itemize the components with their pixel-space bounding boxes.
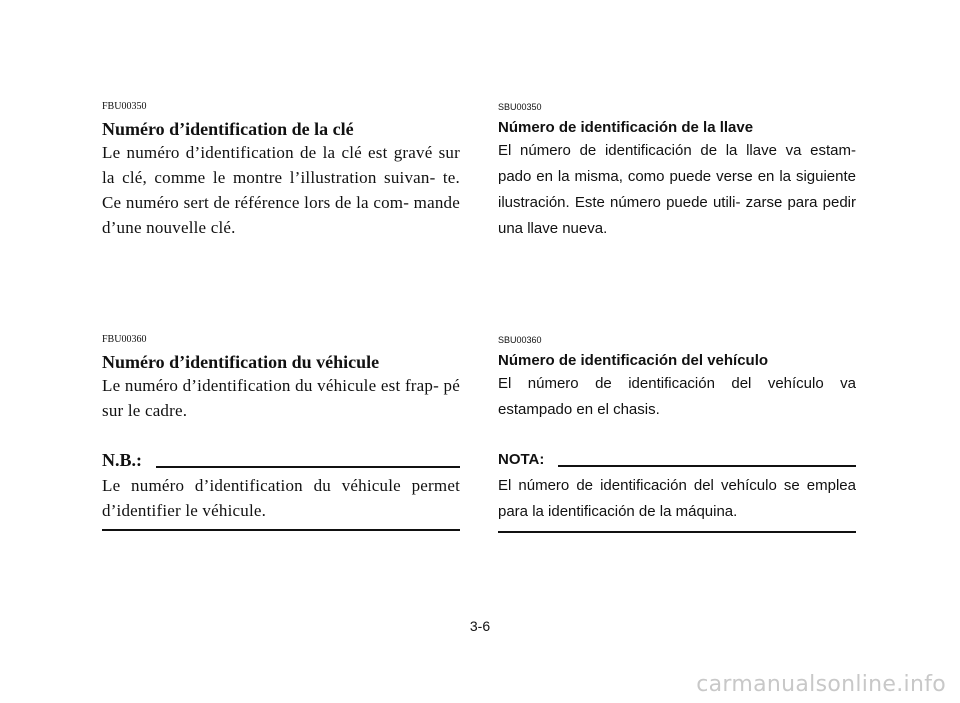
fr-vehicle-heading: Numéro d’identification du véhicule	[102, 352, 380, 372]
fr-note-text: Le numéro d’identification du véhicule permet d’identifier le véhicule.	[102, 476, 460, 520]
fr-key-code: FBU00350	[102, 101, 147, 112]
es-key-code: SBU00350	[498, 102, 542, 112]
es-vehicle-section	[498, 334, 856, 423]
es-note-bottom-rule	[498, 531, 856, 533]
fr-key-heading: Numéro d’identification de la clé	[102, 119, 354, 139]
es-note-label: NOTA:	[498, 451, 545, 468]
page-number: 3-6	[469, 618, 491, 634]
es-note-header	[498, 450, 856, 470]
es-vehicle-code: SBU00360	[498, 335, 542, 345]
es-note-text: El número de identificación del vehículo se emplea para la identificación de la máquina.	[498, 477, 856, 520]
es-key-section	[498, 101, 856, 242]
fr-note-top-rule	[156, 466, 460, 468]
watermark: carmanualsonline.info	[696, 672, 946, 697]
fr-key-text: Le numéro d’identification de la clé est gravé sur la clé, comme le montre l’illustration suivan- te. Ce numéro sert de référence lors de la com- mande d’une nouvelle clé.	[102, 143, 460, 237]
es-vehicle-heading: Número de identificación del vehículo	[498, 352, 769, 369]
es-note-top-rule	[558, 465, 856, 467]
fr-vehicle-code: FBU00360	[102, 334, 147, 345]
fr-note	[102, 449, 460, 531]
fr-vehicle-text: Le numéro d’identification du véhicule est frap- pé sur le cadre.	[102, 376, 460, 420]
es-key-heading: Número de identificación de la llave	[498, 119, 754, 136]
es-vehicle-text: El número de identificación del vehículo va estampado en el chasis.	[498, 375, 856, 418]
fr-note-label: N.B.:	[102, 450, 142, 470]
es-key-text: El número de identificación de la llave va estam- pado en la misma, como puede verse en la siguiente ilustración. Este número puede utili- zarse para pedir una llave nueva.	[498, 142, 856, 237]
es-note	[498, 450, 856, 533]
fr-note-bottom-rule	[102, 529, 460, 531]
fr-key-section	[102, 101, 460, 240]
fr-note-header	[102, 449, 460, 471]
fr-vehicle-section	[102, 334, 460, 423]
